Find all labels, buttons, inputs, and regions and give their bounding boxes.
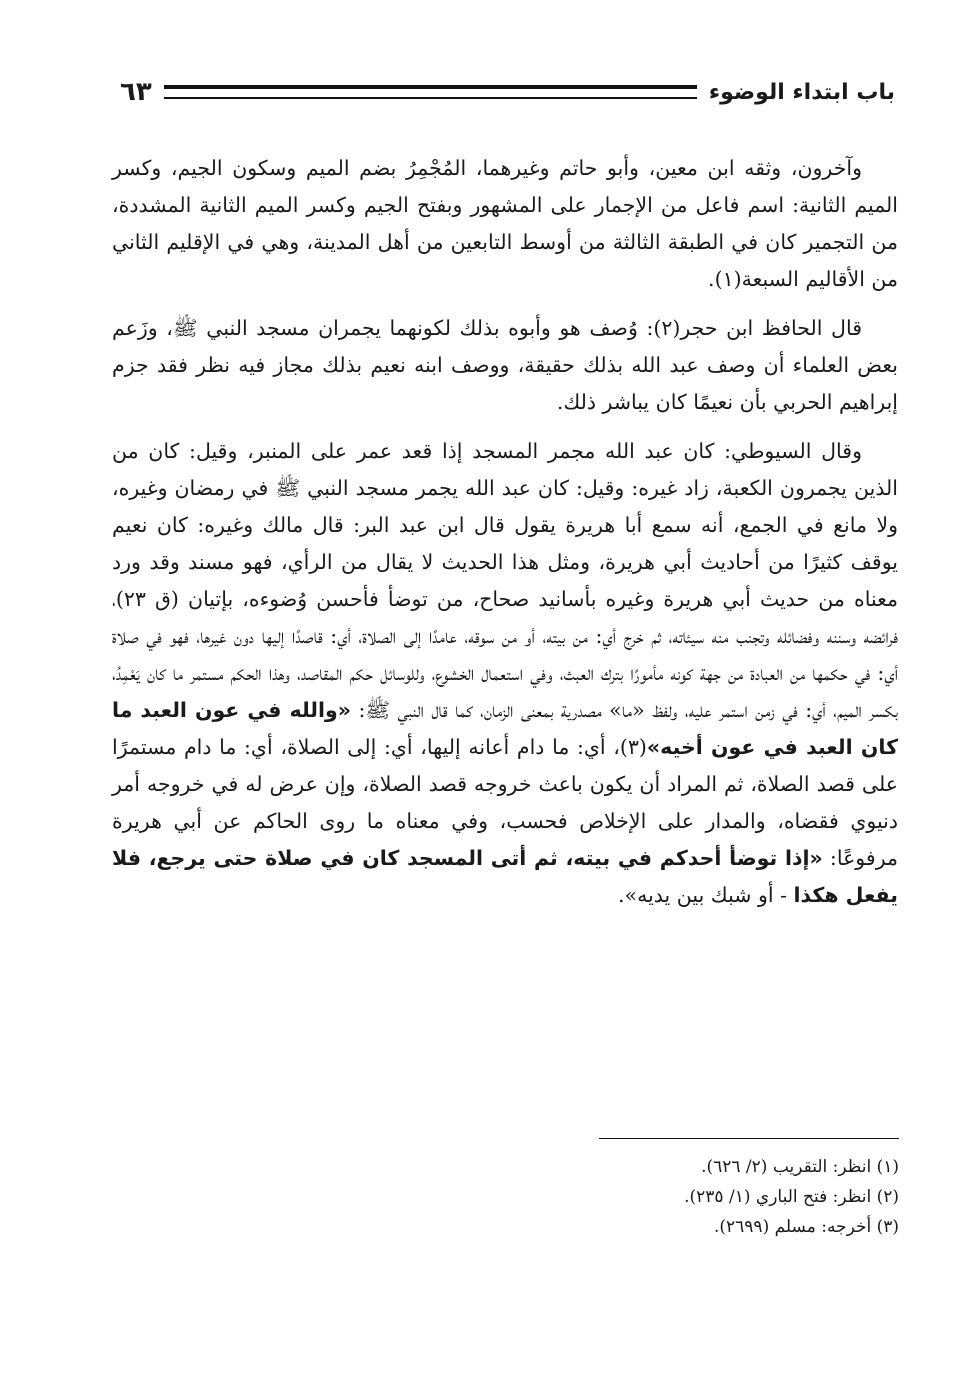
footnotes [399,1152,899,1242]
bold-hadith: «إذا توضأ أحدكم في بيته، ثم أتى المسجد كان في صلاة حتى يرجع، فلا يفعل هكذا [112,846,898,907]
running-title: باب ابتداء الوضوء [708,79,895,105]
footnote-1: (١) انظر: التقريب (٢/ ٦٢٦). [701,1157,899,1177]
page-number: ٦٣ [120,77,152,107]
footnote-3: (٣) أخرجه: مسلم (٢٦٩٩). [713,1217,899,1237]
footnote-2: (٢) انظر: فتح الباري (١/ ٢٣٥). [684,1187,899,1207]
header-rule [164,85,697,99]
paragraph-3 [112,433,898,914]
paragraph-2: قال الحافظ ابن حجر(٢): وُصف هو وأبوه بذلك لكونهما يجمران مسجد النبي ﷺ، وزَعم بعض العلماء أن وصف عبد الله بذلك حقيقة، ووصف ابنه نعيم بذلك مجاز فيه نظر فقد جزم إبراهيم الحربي بأن نعيمًا كان يباشر ذلك. [112,316,898,414]
paragraph-1: وآخرون، وثقه ابن معين، وأبو حاتم وغيرهما، المُجْمِرُ بضم الميم وسكون الجيم، وكسر الميم الثانية: اسم فاعل من الإجمار على المشهور وبفتح الجيم وكسر الميم الثانية المشددة، من التجمير كان في الطبقة الثالثة من أوسط التابعين من أهل المدينة، وهي في الإقليم الثاني من الأقاليم السبعة(١). [112,156,898,291]
main-text [112,150,898,926]
paragraph-3-text: وقال السيوطي: كان عبد الله مجمر المسجد إذا قعد عمر على المنبر، وقيل: كان من الذين يجمرون الكعبة، زاد غيره: وقيل: كان عبد الله يجمر مسجد النبي ﷺ في رمضان وغيره، ولا مانع في الجمع، أنه سمع أبا هريرة يقول قال ابن عبد البر: قال مالك وغيره: كان نعيم يوقف كثيرًا من أحاديث أبي هريرة، ومثل هذا الحديث لا يقال من الرأي، فهو مسند وقد ورد معناه من حديث أبي هريرة وغيره بأسانيد صحاح، من توضأ فأحسن وُضوءه، بإتيان (ق ٢٣)، فرائضه وسننه وفضائله وتجنب منه سيئاته، ثم خرج أي: من بيته، أو من سوقه، عامدًا إلى الصلاة، أي: قاصدًا إليها دون غيرها، فهو في صلاة أي: في حكمها من العبادة من جهة كونه مأمورًا بترك العبث، وفي استعمال الخشوع، وللوسائل حكم المقاصد، وهذا الحكم مستمر ما كان يَعْمِدُ، بكسر الميم، أي: في زمن استمر عليه، ولفظ «ما» مصدرية بمعنى الزمان، كما قال النبي ﷺ: [112,439,898,722]
bold-quote: «والله في عون العبد ما كان العبد في عون أخيه» [112,698,898,759]
paragraph-3-continuation: (٣)، أي: ما دام أعانه إليها، أي: إلى الصلاة، أي: ما دام مستمرًا على قصد الصلاة، ثم المراد أن يكون باعث خروجه قصد الصلاة، وإن عرض له في خروجه أمر دنيوي فقضاه، والمدار على الإخلاص فحسب، وفي معناه ما روى الحاكم عن أبي هريرة مرفوعًا: [112,735,898,870]
footnote-divider [599,1138,899,1139]
page-header [120,72,895,112]
paragraph-3-end: - أو شبك بين يديه». [618,883,787,907]
